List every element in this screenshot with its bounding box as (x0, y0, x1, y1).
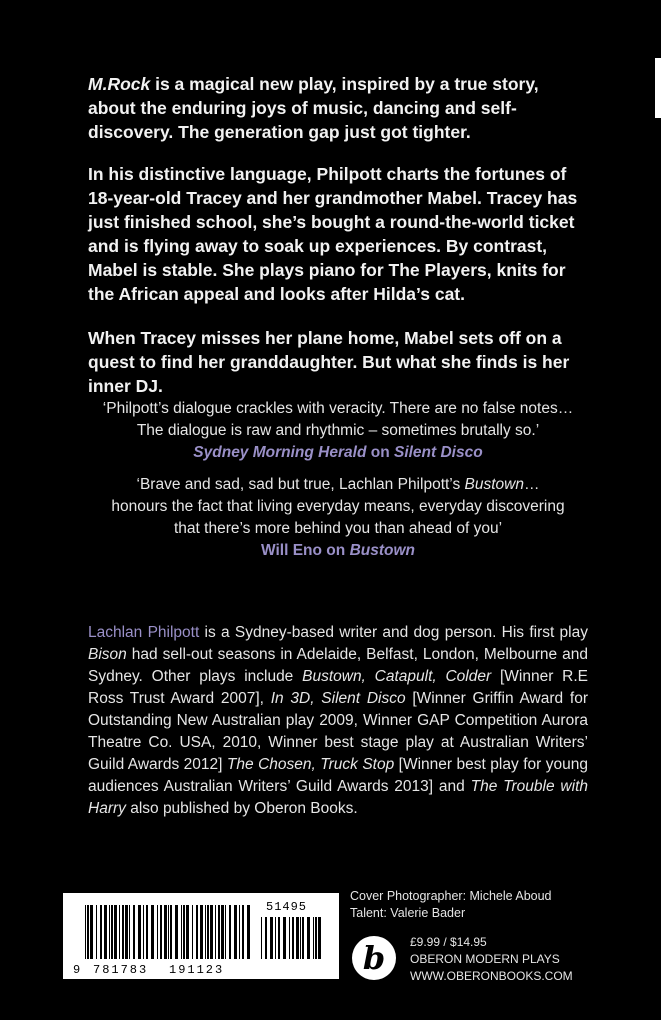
barcode-bar (283, 917, 286, 959)
barcode-bar (168, 905, 169, 959)
barcode-bar (104, 905, 107, 959)
blurb-paragraph-3: When Tracey misses her plane home, Mabel sets off on a quest to find her granddaughter. But what she finds is her inner DJ. (88, 328, 570, 396)
review-quote-1: ‘Philpott’s dialogue crackles with veracity. There are no false notes… The dialogue is raw and rhythmic – sometimes brutally so.’ Sydney Morning Herald on Silent Disco (88, 398, 588, 464)
blurb-paragraph-1: M.Rock is a magical new play, inspired by a true story, about the enduring joys of music, dancing and self-discovery. The generation gap just got tighter. (88, 74, 539, 142)
barcode-bar (313, 917, 314, 959)
barcode-bar (151, 905, 154, 959)
barcode-bar (300, 917, 301, 959)
barcode-bar (278, 917, 280, 959)
edge-tab (655, 58, 661, 118)
publisher-info (410, 934, 573, 985)
barcode-bar (302, 917, 304, 959)
barcode-bar (234, 905, 237, 959)
barcode-bar (114, 905, 117, 959)
barcode-bar (87, 905, 89, 959)
barcode-bar (229, 905, 231, 959)
barcode-bar (122, 905, 124, 959)
barcode-digit-first: 9 (73, 963, 81, 977)
quote-attribution: Sydney Morning Herald on Silent Disco (193, 444, 483, 461)
barcode-bar (90, 905, 93, 959)
barcode-bar (318, 917, 321, 959)
photographer-credit: Cover Photographer: Michele Aboud (350, 889, 552, 903)
barcode-bar (133, 905, 135, 959)
barcode-bar (210, 905, 213, 959)
barcode-bar (109, 905, 110, 959)
series-name: OBERON MODERN PLAYS (410, 952, 560, 966)
isbn-barcode (63, 893, 339, 979)
cover-credits (350, 888, 552, 922)
blurb-paragraph-2: In his distinctive language, Philpott charts the fortunes of 18-year-old Tracey and her grandmother Mabel. Tracey has just finished school, she’s bought a round-the-world ticket and is flying away to soak up experiences. By contrast, Mabel is stable. She plays piano for The Players, knits for the African appeal and looks after Hilda’s cat. (88, 164, 578, 304)
author-name: Lachlan Philpott (88, 624, 200, 641)
barcode-bar (181, 905, 182, 959)
barcode-bar (247, 905, 250, 959)
barcode-graphic (63, 893, 339, 979)
barcode-bar (218, 905, 220, 959)
barcode-bar (100, 905, 102, 959)
barcode-bar (270, 917, 273, 959)
barcode-bar (175, 905, 178, 959)
barcode-bar (143, 905, 144, 959)
barcode-bar (160, 905, 162, 959)
barcode-bar (215, 905, 216, 959)
author-bio: Lachlan Philpott is a Sydney-based writer and dog person. His first play Bison had sell-out seasons in Adelaide, Belfast, London, Melbourne and Sydney. Other plays include Bustown, Catapult, Colder [Winner R.E Ross Trust Award 2007], In 3D, Silent Disco [Winner Griffin Award for Outstanding New Australian play 2009, Winner GAP Competition Aurora Theatre Co. USA, 2010, Winner best stage play at Australian Writers’ Guild Awards 2012] The Chosen, Truck Stop [Winner best play for young audiences Australian Writers’ Guild Awards 2013] and The Trouble with Harry also published by Oberon Books. (88, 624, 588, 817)
barcode-bar (292, 917, 294, 959)
play-title: M.Rock (88, 74, 151, 94)
barcode-bar (146, 905, 148, 959)
svg-text:b: b (362, 939, 386, 977)
barcode-bar (192, 905, 193, 959)
oberon-logo-icon (350, 934, 398, 982)
barcode-bar (125, 905, 128, 959)
barcode-bar (296, 917, 299, 959)
barcode-bar (111, 905, 113, 959)
barcode-bar (205, 905, 206, 959)
barcode-bar (307, 917, 310, 959)
price: £9.99 / $14.95 (410, 935, 487, 949)
barcode-bar (200, 905, 203, 959)
barcode-bar (239, 905, 240, 959)
barcode-bar (275, 917, 276, 959)
barcode-bar (183, 905, 185, 959)
barcode-bar (129, 905, 130, 959)
quote-attribution: Will Eno on Bustown (261, 542, 415, 559)
barcode-bar (207, 905, 209, 959)
review-quote-2: ‘Brave and sad, sad but true, Lachlan Philpott’s Bustown… honours the fact that living everyday means, everyday discovering that there’s more behind you than ahead of you’ Will Eno on Bustown (88, 474, 588, 562)
barcode-bar (96, 905, 97, 959)
barcode-bar (315, 917, 317, 959)
talent-credit: Talent: Valerie Bader (350, 906, 466, 920)
barcode-bar (164, 905, 167, 959)
barcode-bar (119, 905, 120, 959)
barcode-bar (242, 905, 244, 959)
barcode-bar (221, 905, 224, 959)
barcode-bar (261, 917, 262, 959)
barcode-bar (170, 905, 172, 959)
barcode-digits-right: 191123 (169, 963, 225, 977)
barcode-bar (186, 905, 189, 959)
barcode-addon-digits: 51495 (266, 900, 308, 914)
barcode-bar (157, 905, 158, 959)
barcode-bar (225, 905, 226, 959)
barcode-bar (196, 905, 198, 959)
barcode-bar (289, 917, 290, 959)
barcode-bar (138, 905, 141, 959)
barcode-bar (85, 905, 86, 959)
publisher-website: WWW.OBERONBOOKS.COM (410, 969, 573, 983)
barcode-bar (265, 917, 267, 959)
barcode-digits-left: 781783 (93, 963, 149, 977)
